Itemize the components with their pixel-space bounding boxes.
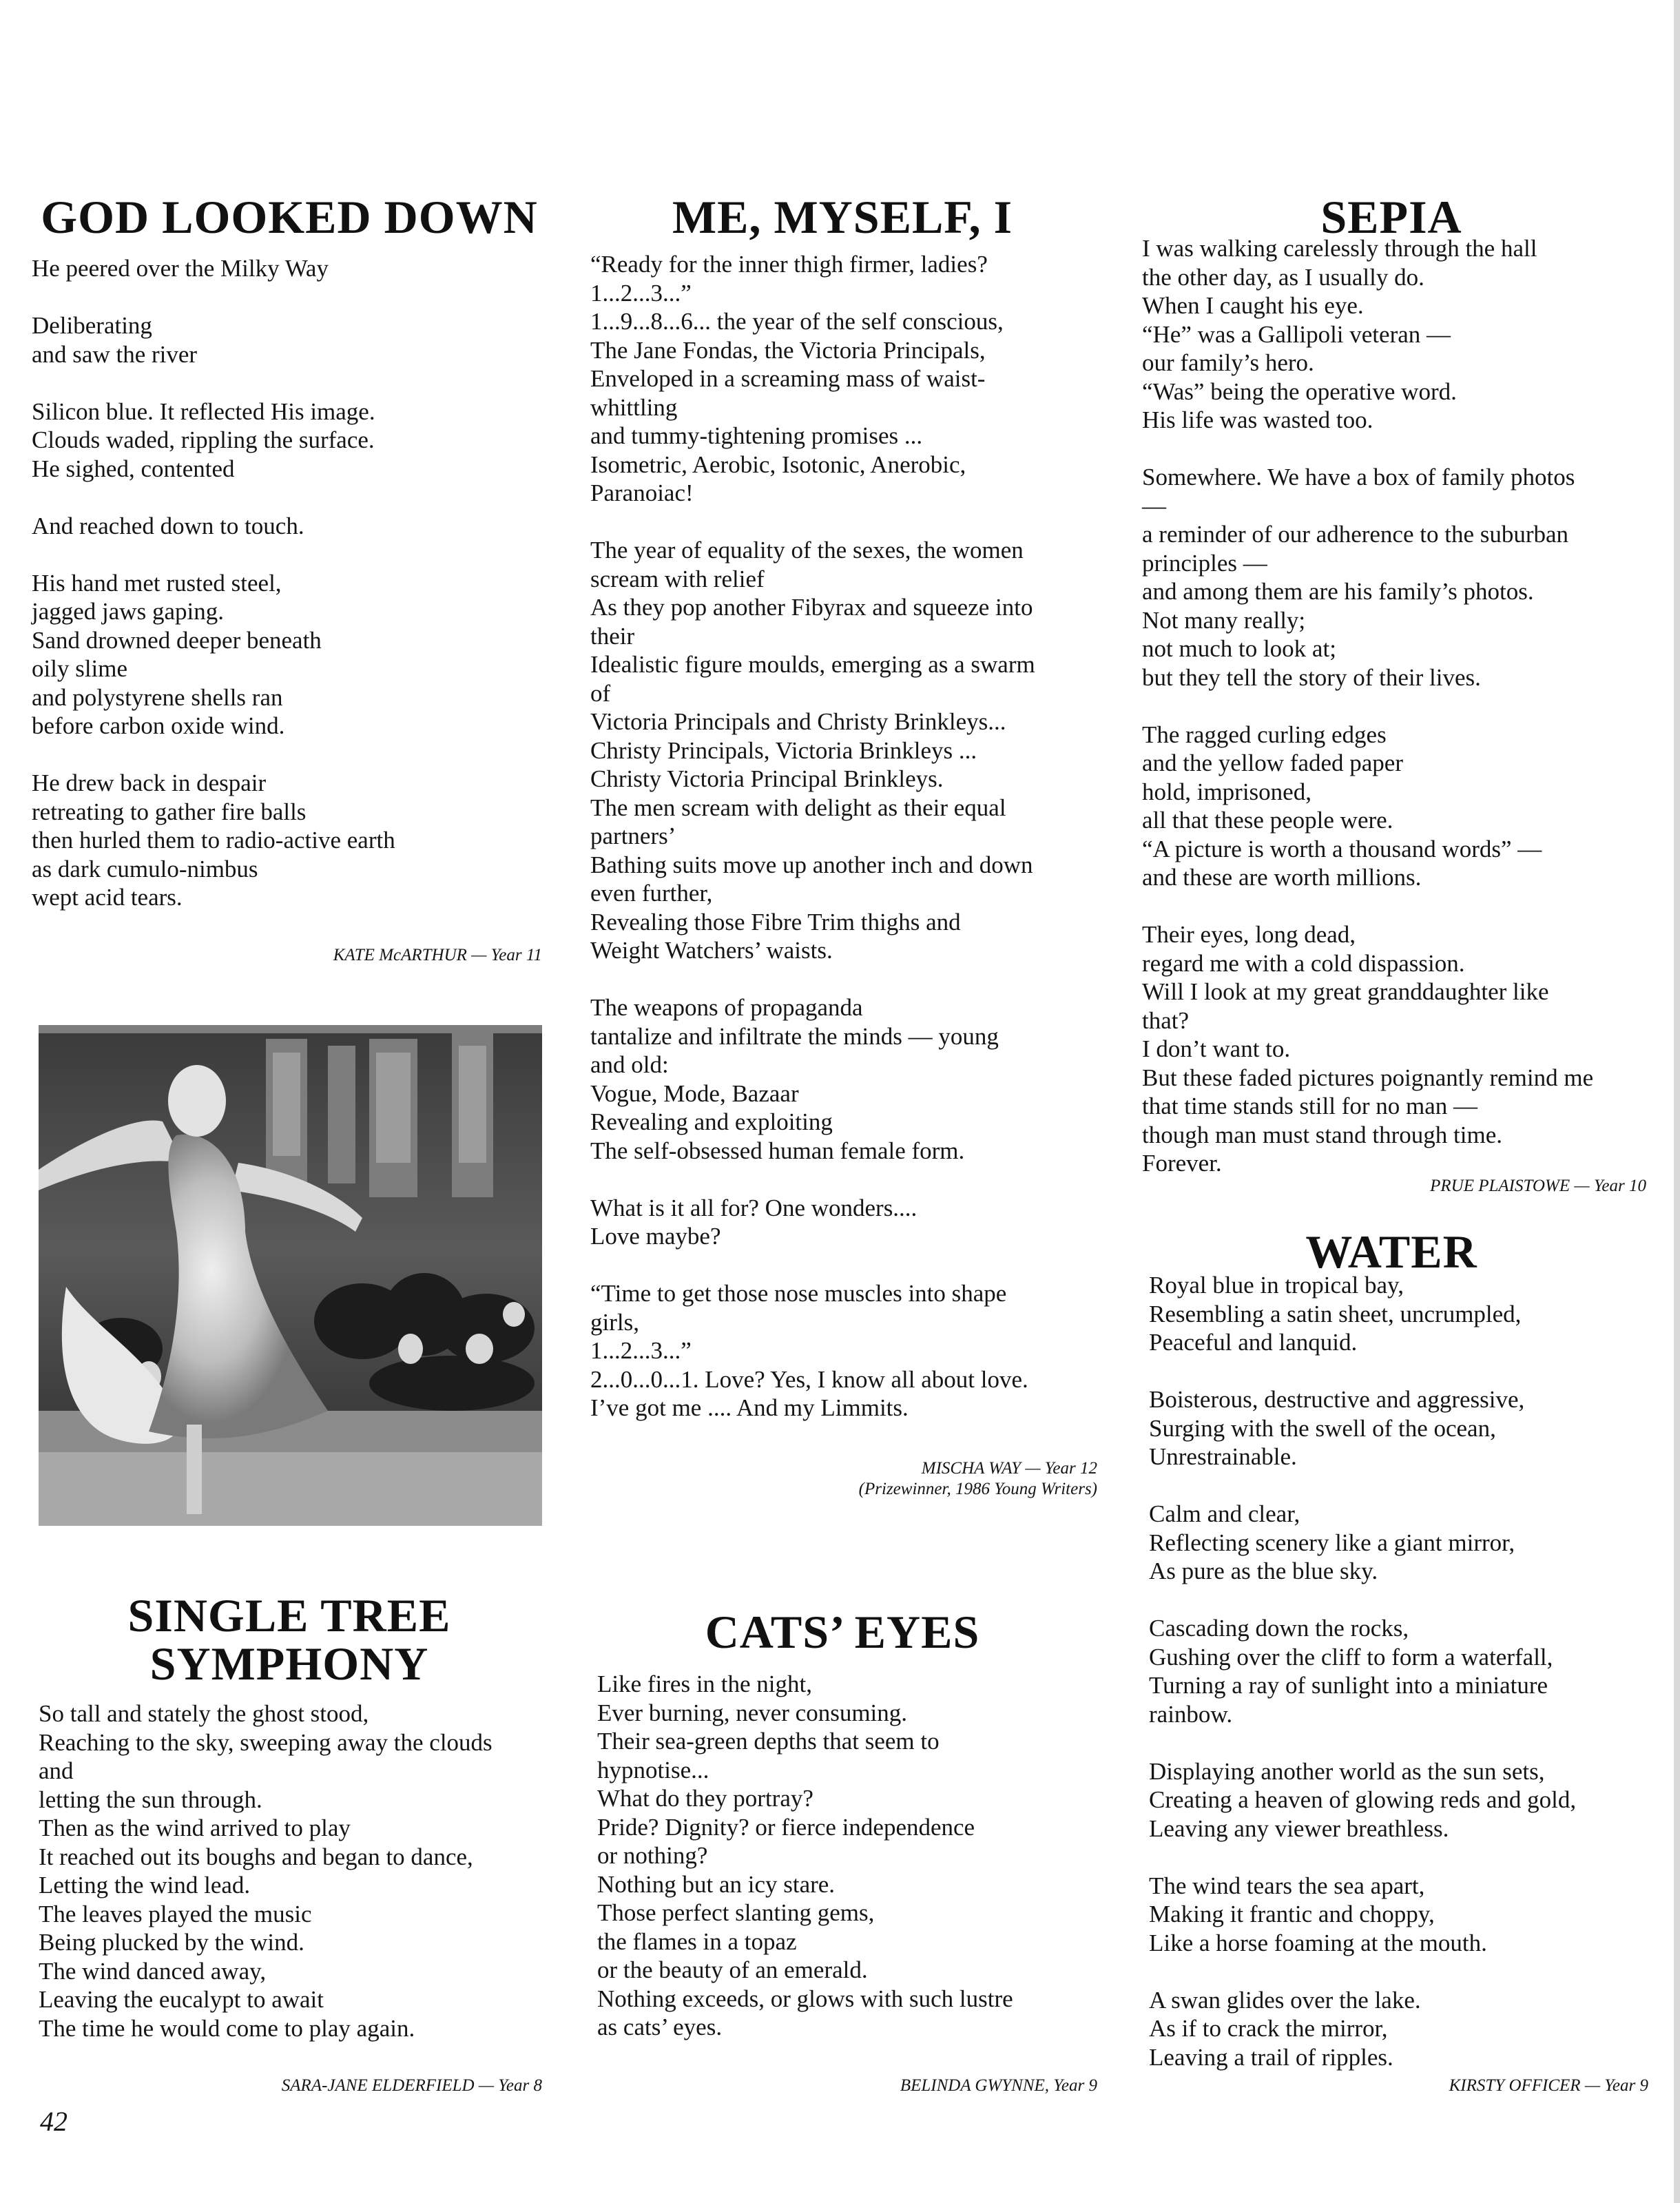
poem-credit-note: (Prizewinner, 1986 Young Writers) [858,1480,1097,1498]
dancer-photo [39,1025,542,1526]
poem-text-sepia: I was walking carelessly through the hall the other day, as I usually do. When I caught his eye. “He” was a Gallipoli veteran — our family’s hero. “Was” being the operative word. His life was wasted too. Somewhere. We have a box of family photos — a reminder of our adherence to the suburban principles — and among them are his family’s photos. Not many really; not much to look at; but they tell the story of their lives. The ragged curling edges and the yellow faded paper hold, imprisoned, all that these people were. “A picture is worth a thousand words” — and these are worth millions. Their eyes, long dead, regard me with a cold dispassion. Will I look at my great granddaughter like that? I don’t want to. But these faded pictures poignantly remind me that time stands still for no man — though man must stand through time. Forever. [1142,235,1594,1177]
poem-title-single-tree-symphony [28,1591,551,1688]
poem-title-sepia: SEPIA [1320,191,1462,243]
page-number: 42 [40,2106,68,2137]
poem-title-me-myself-i: ME, MYSELF, I [672,191,1013,243]
poem-text-me-myself-i: “Ready for the inner thigh firmer, ladies? 1...2...3...” 1...9...8...6... the year of the self conscious, The Jane Fondas, the Victoria Principals, Enveloped in a screaming mass of waist- whittling and tummy-tightening promises ... Isometric, Aerobic, Isotonic, Anerobic, Paranoiac! The year of equality of the sexes, the women scream with relief As they pop another Fibyrax and squeeze into their Idealistic figure moulds, emerging as a swarm of Victoria Principals and Christy Brinkleys... Christy Principals, Victoria Brinkleys ... Christy Victoria Principal Brinkleys. The men scream with delight as their equal partners’ Bathing suits move up another inch and down even further, Revealing those Fibre Trim thighs and Weight Watchers’ waists. The weapons of propaganda tantalize and infiltrate the minds — young and old: Vogue, Mode, Bazaar Revealing and exploiting The self-obsessed human female form. What is it all for? One wonders.... Love maybe? “Time to get those nose muscles into shape girls, 1...2...3...” 2...0...0...1. Love? Yes, I know all about love. I’ve got me .... And my Limmits. [590,251,1035,1421]
poem-credit-kirsty-officer: KIRSTY OFFICER — Year 9 [1449,2076,1648,2095]
poem-credit-prue-plaistowe: PRUE PLAISTOWE — Year 10 [1430,1177,1646,1195]
title-line-2: SYMPHONY [149,1637,429,1690]
poem-credit-kate-mcarthur: KATE McARTHUR — Year 11 [333,946,542,964]
poem-title-cats-eyes: CATS’ EYES [705,1606,980,1658]
poem-credit-mischa-way: MISCHA WAY — Year 12 [921,1459,1097,1478]
poem-credit-belinda-gwynne: BELINDA GWYNNE, Year 9 [900,2076,1097,2095]
page-edge [1674,0,1680,2203]
poem-text-cats-eyes: Like fires in the night, Ever burning, never consuming. Their sea-green depths that seem to hypnotise... What do they portray? Pride? Dignity? or fierce independence or nothing? Nothing but an icy stare. Those perfect slanting gems, the flames in a topaz or the beauty of an emerald. Nothing exceeds, or glows with such lustre as cats’ eyes. [597,1671,1013,2040]
poem-credit-sara-jane-elderfield: SARA-JANE ELDERFIELD — Year 8 [281,2076,542,2095]
poem-text-water: Royal blue in tropical bay, Resembling a satin sheet, uncrumpled, Peaceful and lanquid. Boisterous, destructive and aggressive, Surging with the swell of the ocean, Unrestrainable. Calm and clear, Reflecting scenery like a giant mirror, As pure as the blue sky. Cascading down the rocks, Gushing over the cliff to form a waterfall, Turning a ray of sunlight into a miniature rainbow. Displaying another world as the sun sets, Creating a heaven of glowing reds and gold, Leaving any viewer breathless. The wind tears the sea apart, Making it frantic and choppy, Like a horse foaming at the mouth. A swan glides over the lake. As if to crack the mirror, Leaving a trail of ripples. [1149,1272,1577,2071]
poem-text-single-tree-symphony: So tall and stately the ghost stood, Reaching to the sky, sweeping away the clouds and letting the sun through. Then as the wind arrived to play It reached out its boughs and began to dance, Letting the wind lead. The leaves played the music Being plucked by the wind. The wind danced away, Leaving the eucalypt to await The time he would come to play again. [39,1700,492,2042]
poem-title-god-looked-down: GOD LOOKED DOWN [41,191,538,243]
poem-text-god-looked-down: He peered over the Milky Way Deliberating and saw the river Silicon blue. It reflected His image. Clouds waded, rippling the surface. He sighed, contented And reached down to touch. His hand met rusted steel, jagged jaws gaping. Sand drowned deeper beneath oily slime and polystyrene shells ran before carbon oxide wind. He drew back in despair retreating to gather fire balls then hurled them to radio-active earth as dark cumulo-nimbus wept acid tears. [32,255,395,911]
title-line-1: SINGLE TREE [127,1589,451,1642]
poem-title-water: WATER [1305,1225,1477,1278]
